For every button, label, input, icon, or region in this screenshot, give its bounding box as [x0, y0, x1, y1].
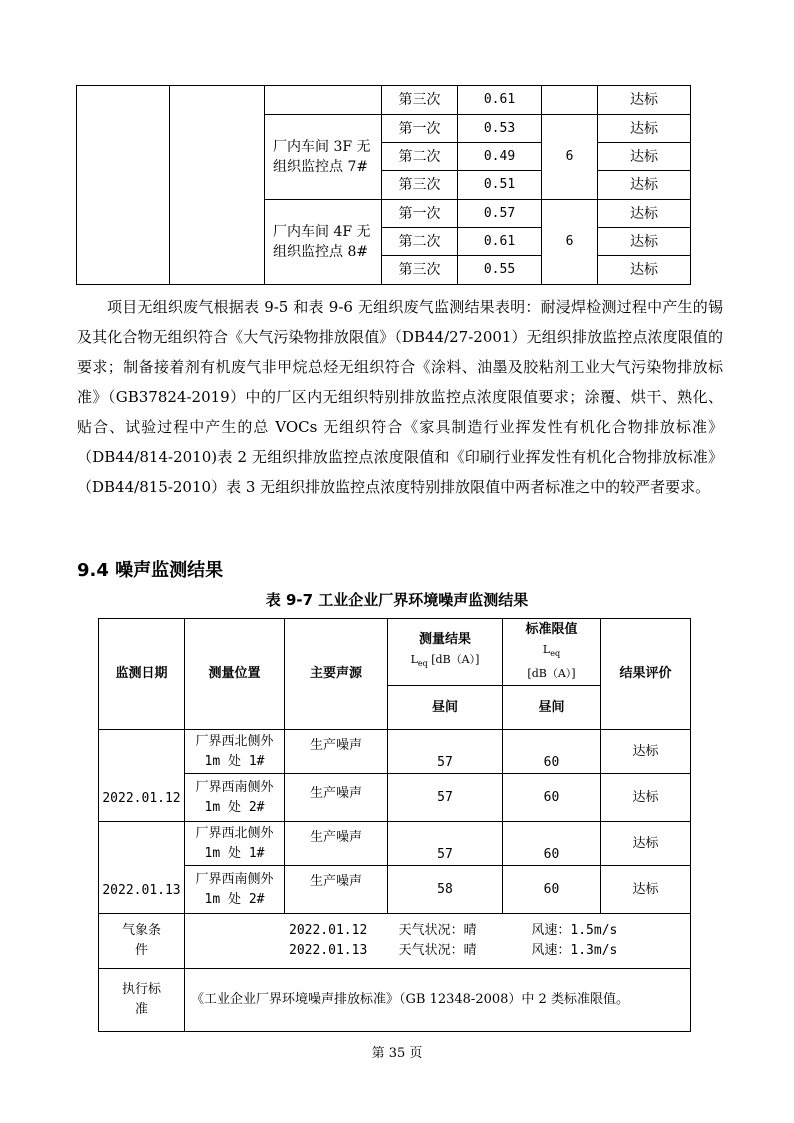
weather-label: 气象条 件 [99, 914, 185, 969]
date-cell: 2022.01.13 [99, 822, 185, 914]
limit-cell: 60 [503, 866, 601, 914]
page-number: 第 35 页 [371, 1046, 423, 1061]
header-limit: 标准限值 $L_{eq}$ [dB（A）] [503, 619, 601, 686]
result-cell: 达标 [601, 822, 691, 866]
header-day: 昼间 [503, 686, 601, 730]
time-cell: 第一次 [382, 200, 458, 228]
value-cell: 57 [388, 774, 503, 822]
location-cell: 厂内车间 3F 无组织监控点 7# [265, 115, 382, 200]
header-eval: 结果评价 [601, 619, 691, 730]
limit-cell: 60 [503, 774, 601, 822]
value-cell: 0.55 [458, 256, 542, 285]
value-cell: 0.57 [458, 200, 542, 228]
standard-cell: 《工业企业厂界环境噪声排放标准》（GB 12348-2008）中 2 类标准限值。 [185, 969, 691, 1032]
result-cell: 达标 [598, 86, 691, 115]
limit-cell: 60 [503, 730, 601, 774]
position-cell: 厂界西南侧外 1m 处 2# [185, 866, 285, 914]
time-cell: 第三次 [382, 171, 458, 200]
value-cell: 0.61 [458, 86, 542, 115]
result-cell: 达标 [598, 143, 691, 171]
limit-cell: 6 [542, 200, 598, 285]
value-cell: 0.61 [458, 228, 542, 256]
limit-cell: 60 [503, 822, 601, 866]
location-cell: 厂内车间 4F 无组织监控点 8# [265, 200, 382, 285]
source-cell: 生产噪声 [285, 822, 388, 866]
result-cell: 达标 [598, 200, 691, 228]
source-cell: 生产噪声 [285, 774, 388, 822]
value-cell: 0.49 [458, 143, 542, 171]
result-cell: 达标 [598, 256, 691, 285]
time-cell: 第三次 [382, 86, 458, 115]
value-cell: 0.51 [458, 171, 542, 200]
result-cell: 达标 [598, 115, 691, 143]
time-cell: 第三次 [382, 256, 458, 285]
source-cell: 生产噪声 [285, 866, 388, 914]
position-cell: 厂界西北侧外 1m 处 1# [185, 730, 285, 774]
result-cell: 达标 [601, 730, 691, 774]
value-cell: 57 [388, 730, 503, 774]
value-cell: 57 [388, 822, 503, 866]
result-cell: 达标 [601, 774, 691, 822]
position-cell: 厂界西北侧外 1m 处 1# [185, 822, 285, 866]
header-position: 测量位置 [185, 619, 285, 730]
header-source: 主要声源 [285, 619, 388, 730]
source-cell: 生产噪声 [285, 730, 388, 774]
header-measured: 测量结果 $L_{eq}$ [dB（A）] [388, 619, 503, 686]
section-title: 9.4 噪声监测结果 [77, 560, 224, 581]
header-day: 昼间 [388, 686, 503, 730]
value-cell: 0.53 [458, 115, 542, 143]
value-cell: 58 [388, 866, 503, 914]
position-cell: 厂界西南侧外 1m 处 2# [185, 774, 285, 822]
noise-table [98, 618, 691, 1032]
limit-cell: 6 [542, 115, 598, 200]
standard-label: 执行标 准 [99, 969, 185, 1032]
date-cell: 2022.01.12 [99, 730, 185, 822]
conclusion-paragraph: 项目无组织废气根据表 9-5 和表 9-6 无组织废气监测结果表明：耐浸焊检测过程中产生的锡及其化合物无组织符合《大气污染物排放限值》（DB44/27-2001）无组织排放监控点浓度限值的要求；制备接着剂有机废气非甲烷总烃无组织符合《涂料、油墨及胶粘剂工业大气污染物排放标准》（GB37824-2019）中的厂区内无组织特别排放监控点浓度限值要求；涂覆、烘干、熟化、贴合、试验过程中产生的总 VOCs 无组织符合《家具制造行业挥发性有机化合物排放标准》（DB44/814-2010)表 2 无组织排放监控点浓度限值和《印刷行业挥发性有机化合物排放标准》（DB44/815-2010）表 3 无组织排放监控点浓度特别排放限值中两者标准之中的较严者要求。 [77, 298, 723, 496]
result-cell: 达标 [598, 228, 691, 256]
result-cell: 达标 [598, 171, 691, 200]
result-cell: 达标 [601, 866, 691, 914]
weather-cell: 2022.01.12 天气状况：晴 风速：1.5m/s 2022.01.13 天气状况：晴 风速：1.3m/s [185, 914, 691, 969]
time-cell: 第二次 [382, 143, 458, 171]
time-cell: 第二次 [382, 228, 458, 256]
header-date: 监测日期 [99, 619, 185, 730]
table-caption: 表 9-7 工业企业厂界环境噪声监测结果 [265, 591, 529, 609]
time-cell: 第一次 [382, 115, 458, 143]
exhaust-table [76, 85, 691, 285]
